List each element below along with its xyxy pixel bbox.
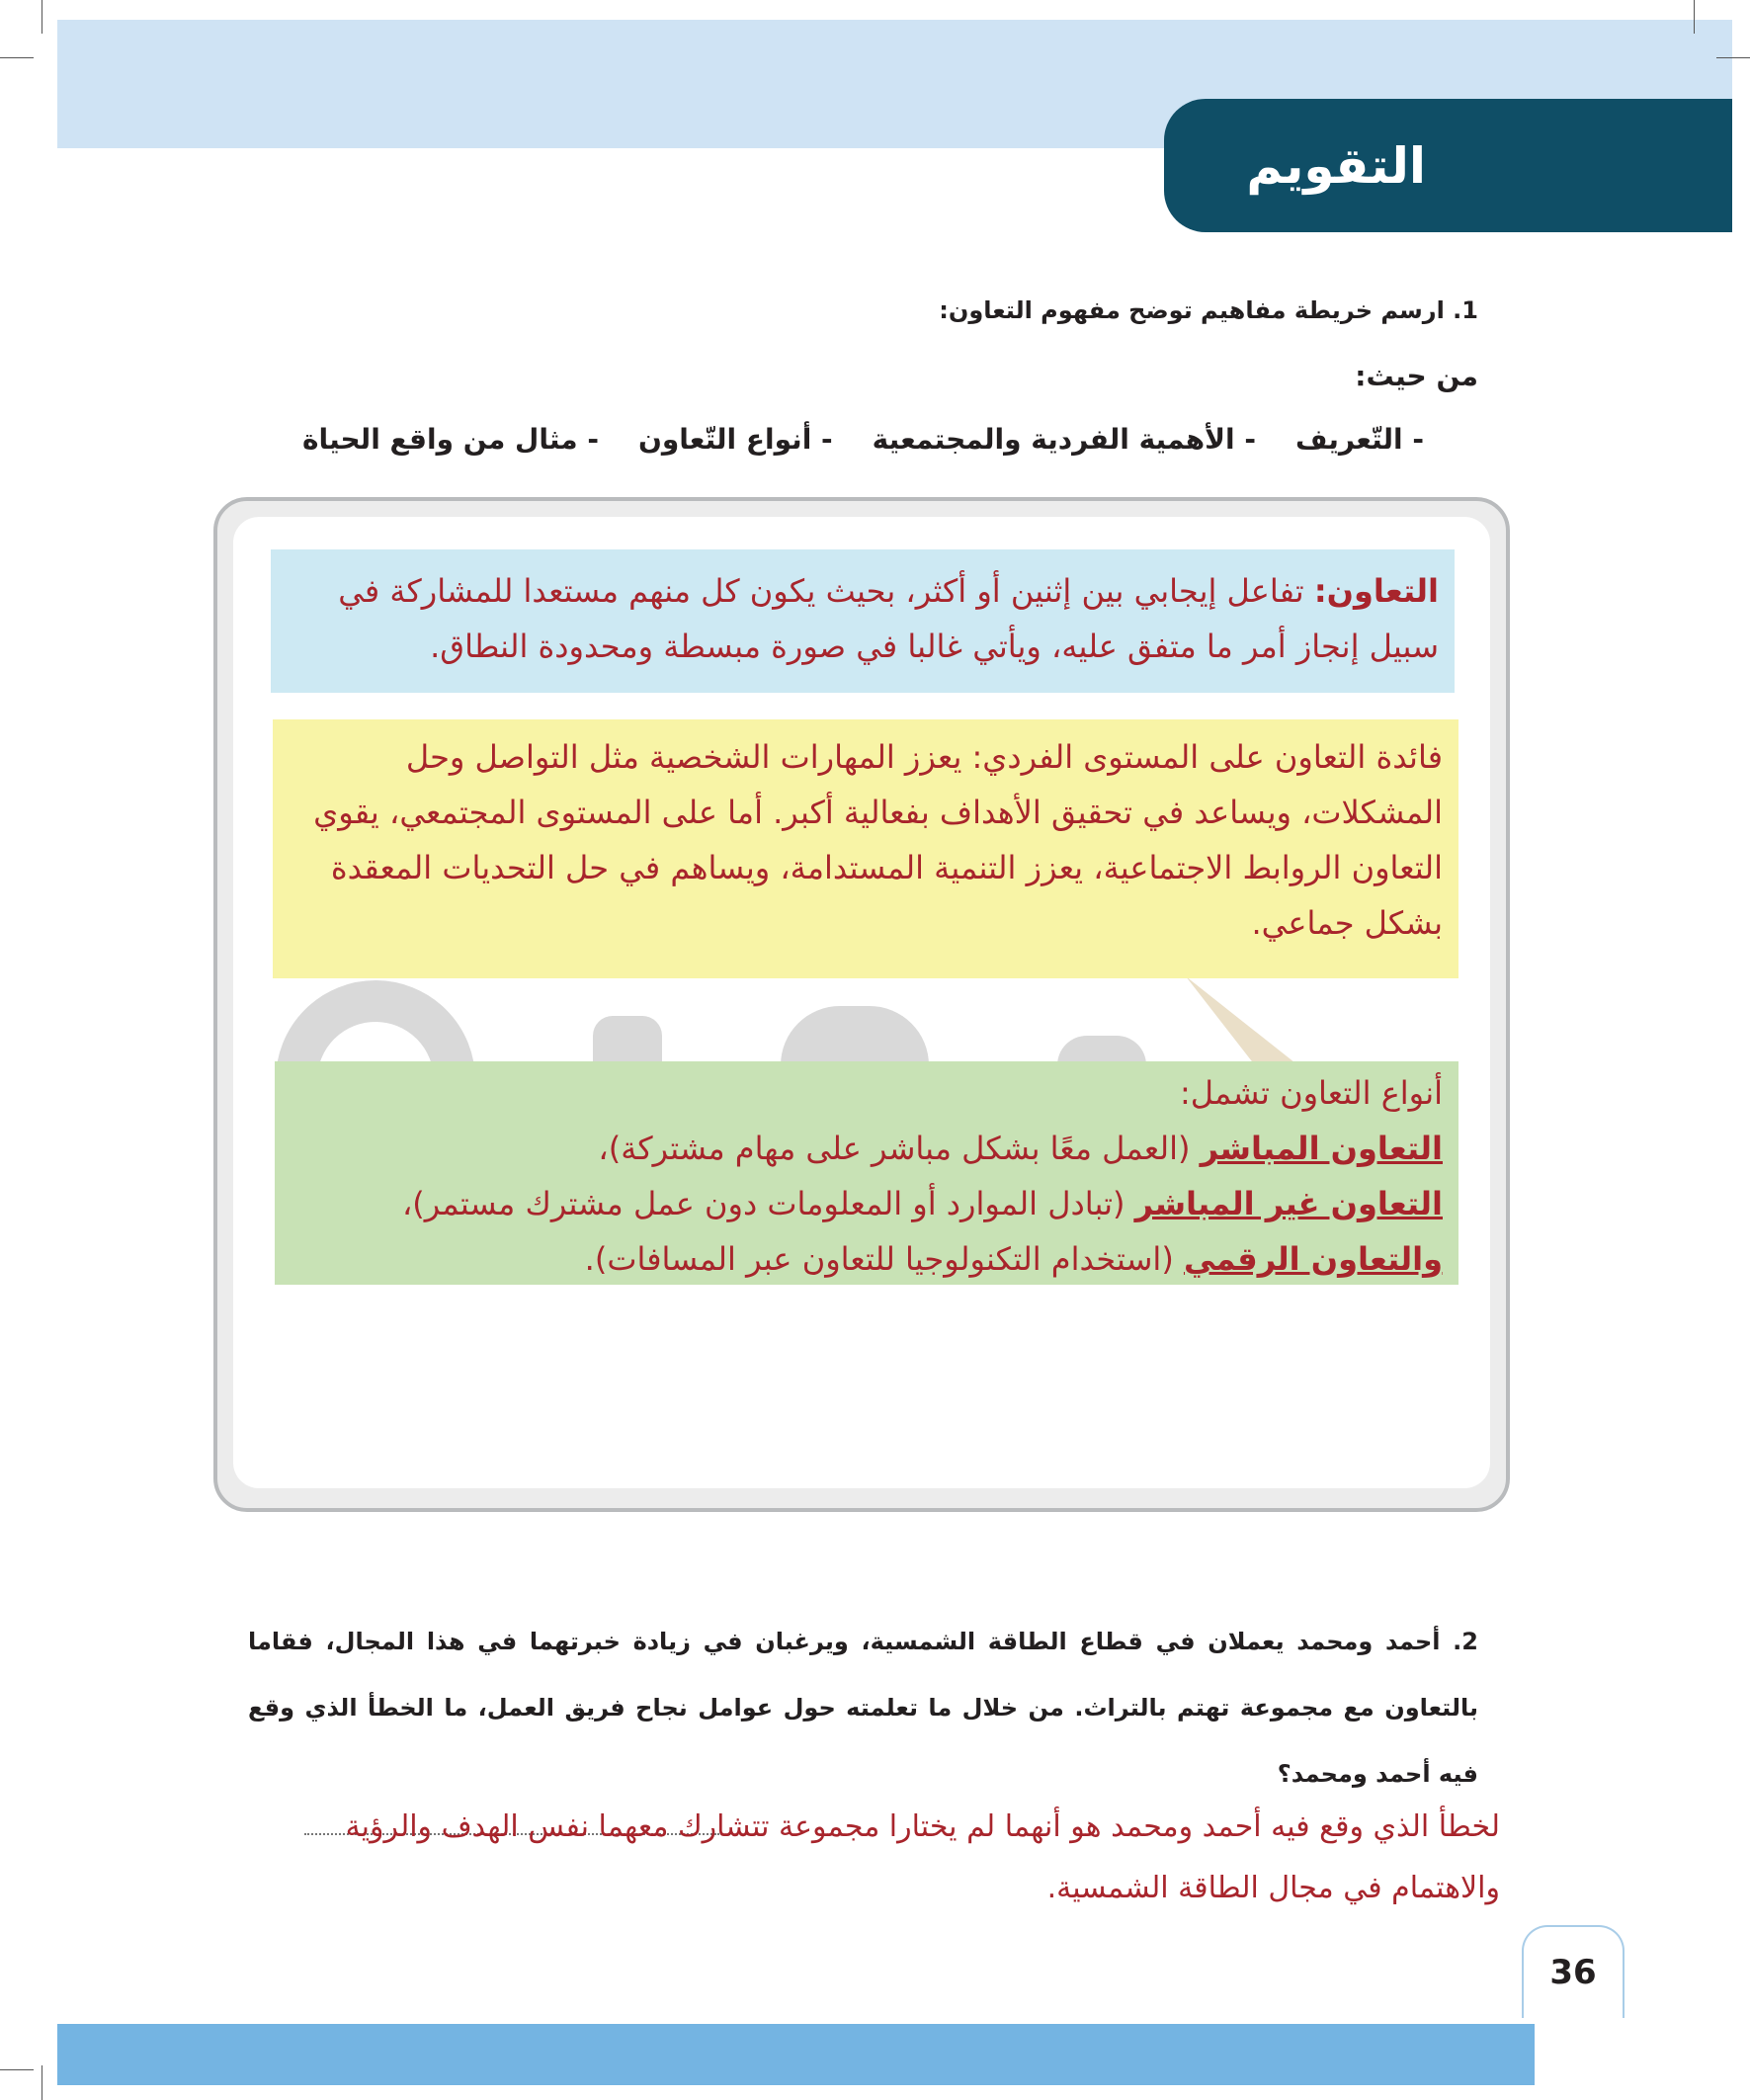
type-item xyxy=(291,1176,1443,1231)
importance-text: فائدة التعاون على المستوى الفردي: يعزز المهارات الشخصية مثل التواصل وحل المشكلات، ويساعد في تحقيق الأهداف بفعالية أكبر. أما على المستوى المجتمعي، يقوي التعاون الروابط الاجتماعية، يعزز التنمية المستدامة، ويساهم في حل التحديات المعقدة بشكل جماعي. xyxy=(313,738,1443,942)
aspect-example: - مثال من واقع الحياة xyxy=(302,423,599,456)
importance-highlight xyxy=(273,719,1458,978)
type-desc: (استخدام التكنولوجيا للتعاون عبر المسافات). xyxy=(584,1240,1184,1278)
from-label: من حيث: xyxy=(1355,360,1478,392)
question-2-text: أحمد ومحمد يعملان في قطاع الطاقة الشمسية، ويرغبان في زيادة خبرتهما في هذا المجال، فقاما بالتعاون مع مجموعة تهتم بالتراث. من خلال ما تعلمته حول عوامل نجاح فريق العمل، ما الخطأ الذي وقع فيه أحمد ومحمد؟ xyxy=(248,1628,1478,1788)
question-2-answer: لخطأ الذي وقع فيه أحمد ومحمد هو أنهما لم يختارا مجموعة تتشارك معهما نفس الهدف والرؤية والاهتمام في مجال الطاقة الشمسية. xyxy=(345,1809,1500,1905)
definition-term: التعاون: xyxy=(1313,572,1439,610)
type-item xyxy=(291,1121,1443,1176)
section-title: التقويم xyxy=(1246,136,1426,195)
crop-mark xyxy=(0,57,34,58)
crop-mark xyxy=(0,2069,34,2070)
page-number: 36 xyxy=(1549,1953,1597,1992)
aspect-types: - أنواع التّعاون xyxy=(637,423,833,456)
question-2-number: 2. xyxy=(1453,1628,1478,1655)
page-number-tab xyxy=(1522,1925,1625,2018)
types-highlight xyxy=(275,1061,1458,1285)
type-item xyxy=(291,1231,1443,1287)
crop-mark xyxy=(1694,0,1695,34)
section-title-tab xyxy=(1164,99,1732,232)
type-desc: (العمل معًا بشكل مباشر على مهام مشتركة)، xyxy=(598,1130,1201,1167)
question-1-number: 1. xyxy=(1453,296,1478,324)
question-1-text: ارسم خريطة مفاهيم توضح مفهوم التعاون: xyxy=(939,296,1445,324)
definition-text: تفاعل إيجابي بين إثنين أو أكثر، بحيث يكون كل منهم مستعدا للمشاركة في سبيل إنجاز أمر ما متفق عليه، ويأتي غالبا في صورة مبسطة ومحدودة النطاق. xyxy=(338,572,1439,665)
definition-highlight xyxy=(271,549,1455,693)
type-term: والتعاون الرقمي xyxy=(1183,1240,1443,1278)
type-desc: (تبادل الموارد أو المعلومات دون عمل مشترك مستمر)، xyxy=(401,1185,1135,1222)
types-intro: أنواع التعاون تشمل: xyxy=(1179,1074,1443,1112)
question-2 xyxy=(248,1609,1478,1807)
aspect-definition: - التّعريف xyxy=(1295,423,1424,456)
aspects-list xyxy=(263,423,1424,456)
crop-mark xyxy=(1716,57,1750,58)
question-1 xyxy=(292,296,1478,324)
type-term: التعاون المباشر xyxy=(1200,1130,1443,1167)
type-term: التعاون غير المباشر xyxy=(1134,1185,1443,1222)
footer-band xyxy=(57,2024,1535,2085)
aspect-importance: - الأهمية الفردية والمجتمعية xyxy=(872,423,1256,456)
